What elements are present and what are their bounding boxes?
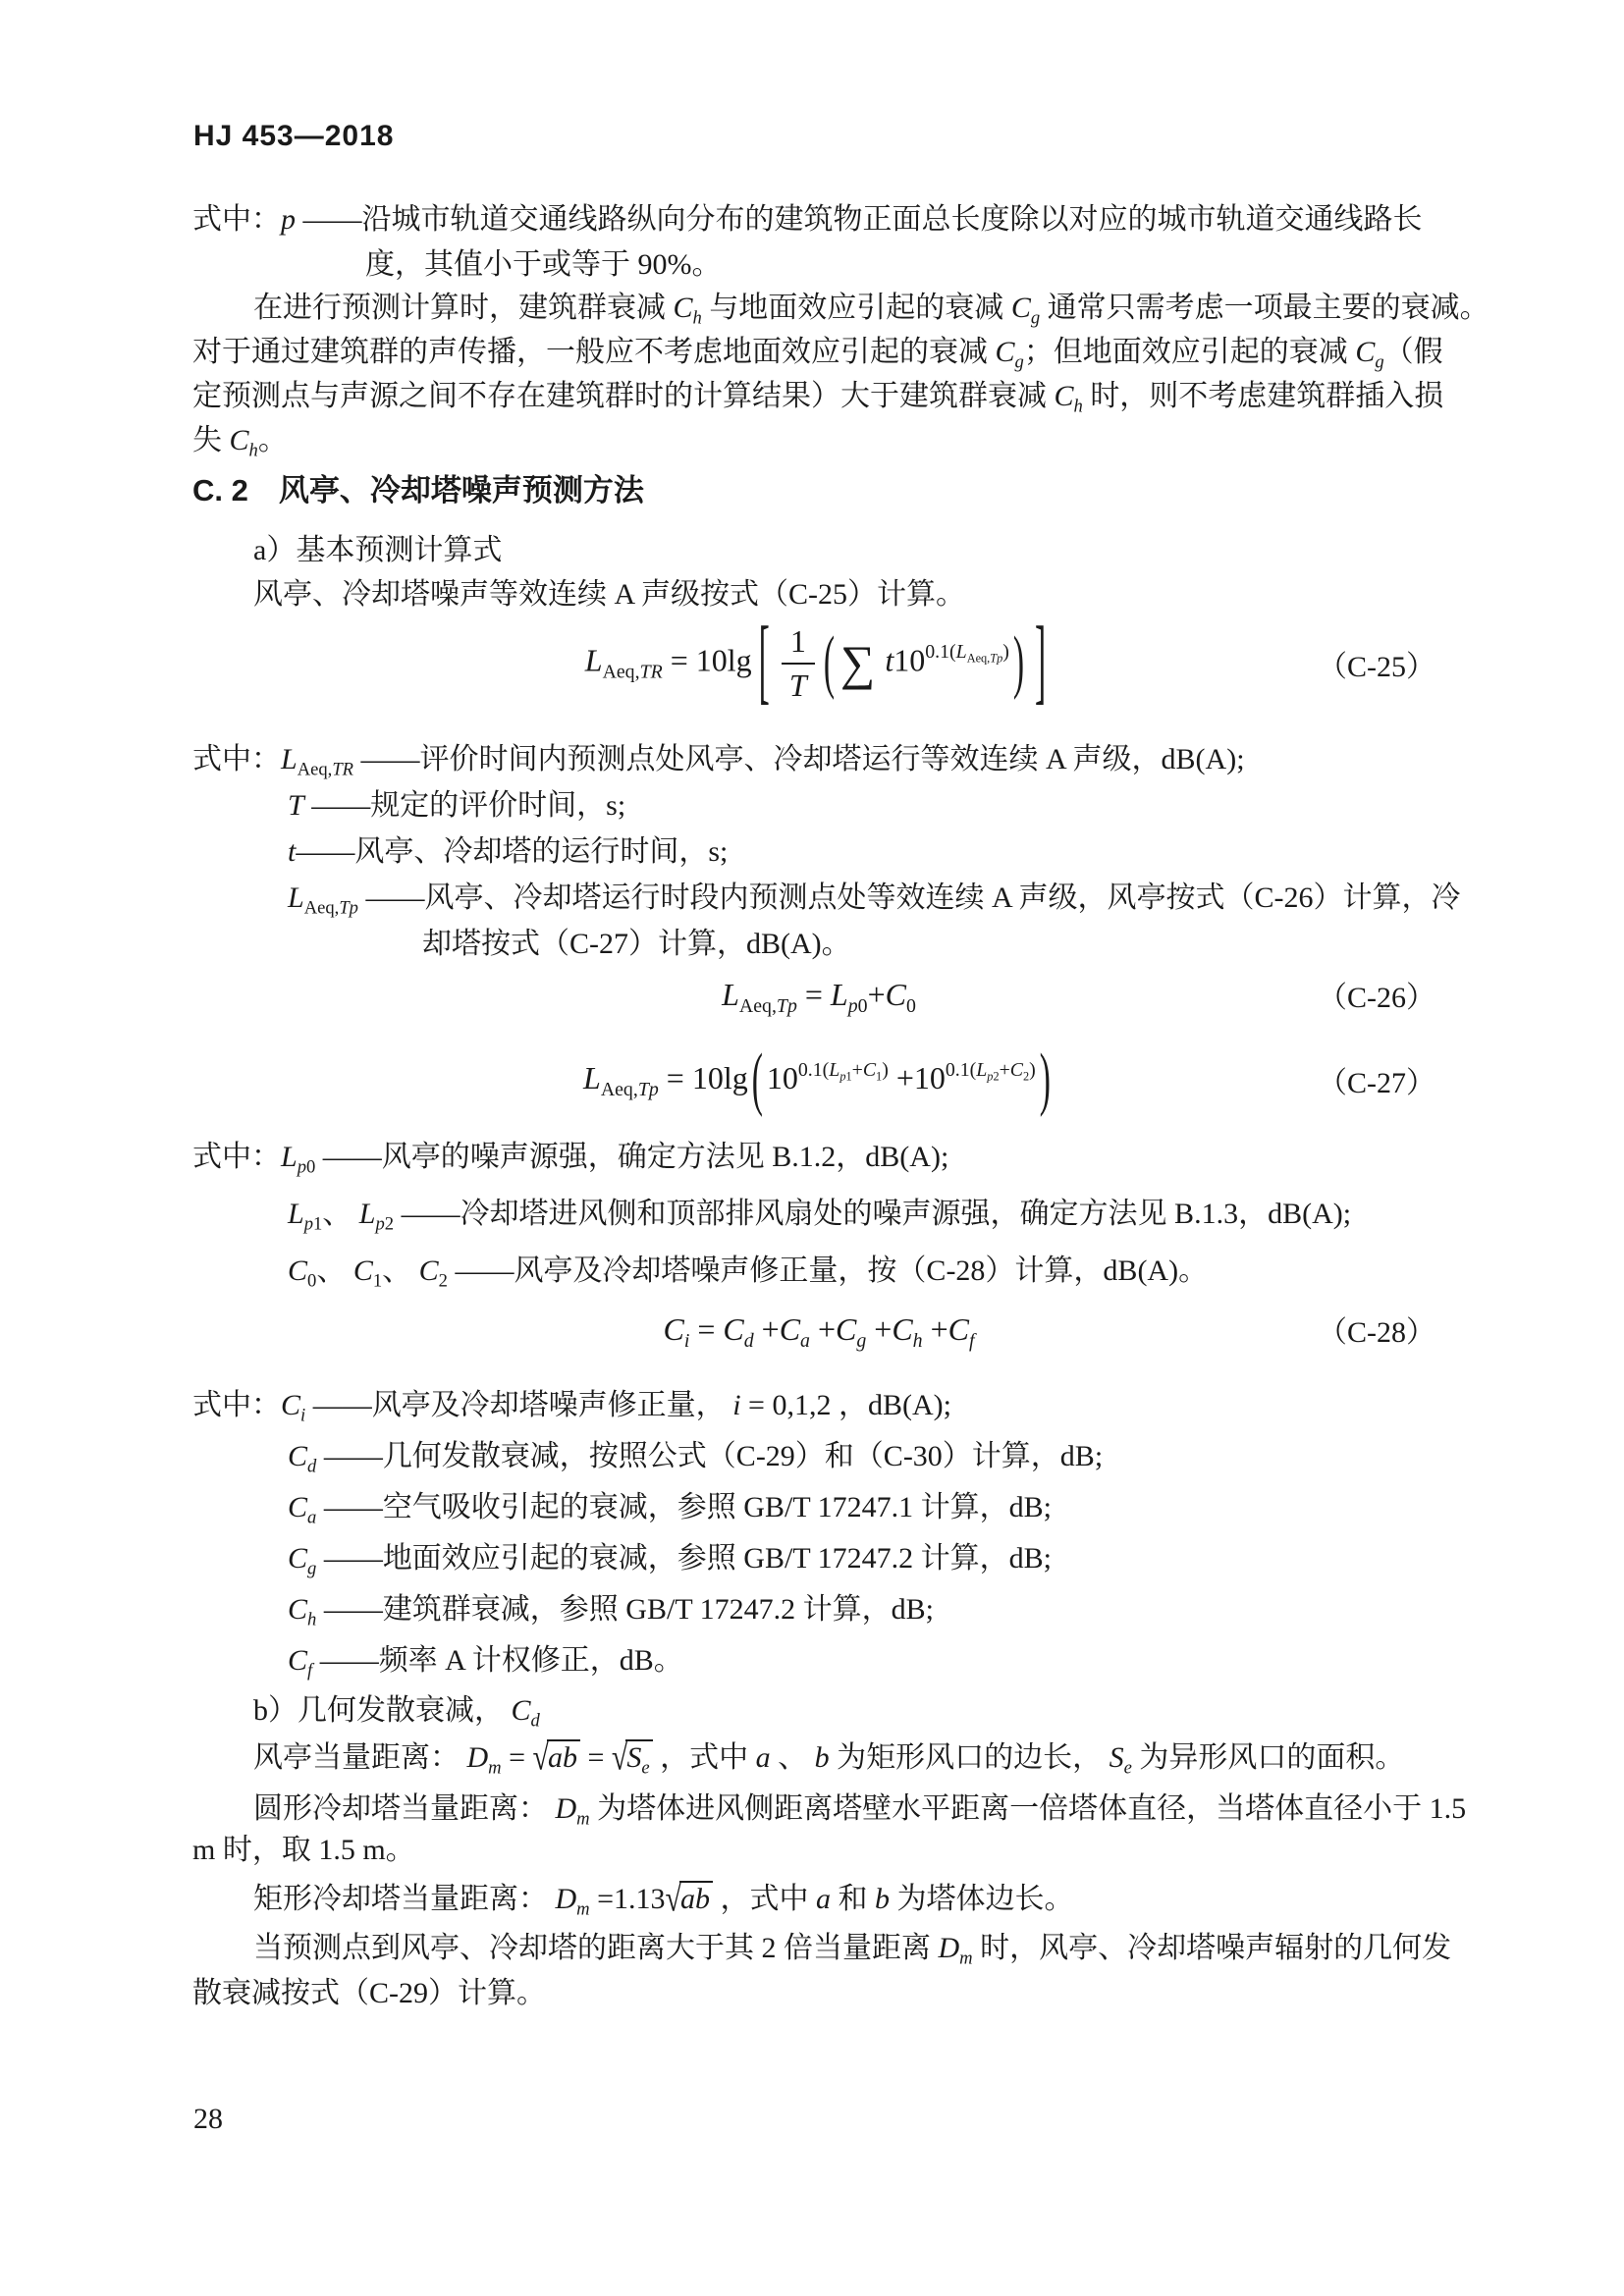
definition-line: 式中：$L_{p0}$ ——风亭的噪声源强，确定方法见 B.1.2，dB(A);: [192, 1141, 949, 1178]
line-fengting-distance: 风亭当量距离： $D_m = √ab = √S_e$ ，式中 a 、 b 为矩形风口的边长， $S_e$ 为异形风口的面积。: [253, 1736, 1405, 1779]
definition-line: 式中：$L_{Aeq,TR}$ ——评价时间内预测点处风亭、冷却塔运行等效连续 A 声级，dB(A);: [192, 743, 1245, 780]
paragraph-line: 失 $C_h$。: [192, 424, 288, 461]
definition-list-c28: [192, 1380, 1103, 1686]
list-item-a: a）基本预测计算式: [253, 534, 503, 566]
p-definition-line-2: 度，其值小于或等于 90%。: [365, 248, 722, 281]
definition-line: 式中：$C_i$ ——风亭及冷却塔噪声修正量， i = 0,1,2 ，dB(A);: [192, 1389, 951, 1426]
definition-line: t——风亭、冷却塔的运行时间，s;: [288, 835, 729, 868]
list-item-b: b）几何发散衰减， $C_d$: [253, 1694, 540, 1732]
formula-c25: [192, 609, 1445, 716]
definition-list-c25: [192, 736, 1460, 967]
definition-line: 却塔按式（C-27）计算，dB(A)。: [422, 928, 851, 960]
intro-formula-c25: 风亭、冷却塔噪声等效连续 A 声级按式（C-25）计算。: [253, 578, 966, 611]
formula-c25-number: （C-25）: [1318, 651, 1435, 683]
formula-c27-expression: $L_{Aeq,Tp} = 10\lg$ ( $10^{0.1(L_{p1}+C_1)} +10^{0.1(L_{p2}+C_2)}$ ): [583, 1041, 1051, 1120]
line-final-note-2: 散衰减按式（C-29）计算。: [192, 1977, 546, 2009]
formula-c25-expression: $L_{Aeq,TR} = 10\lg$ [ $\frac{1}{T}$ ( ∑ $t10^{0.1(L_{Aeq,Tp})}$ ) ]: [584, 609, 1047, 716]
formula-c28-number: （C-28）: [1318, 1316, 1435, 1349]
formula-c26-expression: $L_{Aeq,Tp} = L_{p0}+C_0$: [722, 976, 916, 1017]
line-circular-tower-1: 圆形冷却塔当量距离： $D_m$ 为塔体进风侧距离塔壁水平距离一倍塔体直径，当塔体直径小于 1.5: [253, 1792, 1467, 1830]
formula-c26: [192, 970, 1445, 1019]
formula-c27-number: （C-27）: [1318, 1067, 1435, 1099]
p-definition-line-1: 式中：p ——沿城市轨道交通线路纵向分布的建筑物正面总长度除以对应的城市轨道交通线路长: [192, 203, 1423, 236]
definition-line: $C_a$ ——空气吸收引起的衰减，参照 GB/T 17247.1 计算，dB;: [288, 1491, 1052, 1528]
paragraph-line: 定预测点与声源之间不存在建筑群时的计算结果）大于建筑群衰减 $C_h$ 时，则不考虑建筑群插入损: [192, 380, 1444, 417]
formula-c27: [192, 1041, 1445, 1120]
definition-list-c26-c27: [192, 1129, 1351, 1300]
page-header-standard-number: HJ 453—2018: [193, 120, 395, 152]
paragraph-attenuation-note: [192, 286, 1489, 462]
definition-line: $C_g$ ——地面效应引起的衰减，参照 GB/T 17247.2 计算，dB;: [288, 1542, 1052, 1579]
definition-line: T ——规定的评价时间，s;: [288, 789, 626, 822]
formula-c28: [192, 1308, 1445, 1351]
definition-line: $L_{Aeq,Tp}$ ——风亭、冷却塔运行时段内预测点处等效连续 A 声级，风亭按式（C-26）计算，冷: [288, 881, 1461, 919]
paragraph-line: 对于通过建筑群的声传播，一般应不考虑地面效应引起的衰减 $C_g$；但地面效应引起的衰减 $C_g$（假: [192, 336, 1443, 373]
line-circular-tower-2: m 时，取 1.5 m。: [192, 1834, 415, 1866]
definition-line: $C_0$、 $C_1$、 $C_2$ ——风亭及冷却塔噪声修正量，按（C-28）计算，dB(A)。: [288, 1255, 1209, 1292]
formula-c28-expression: $C_i = C_d +C_a +C_g +C_h +C_f$: [663, 1310, 975, 1352]
line-final-note-1: 当预测点到风亭、冷却塔的距离大于其 2 倍当量距离 $D_m$ 时，风亭、冷却塔噪声辐射的几何发: [253, 1932, 1452, 1969]
paragraph-line: 在进行预测计算时，建筑群衰减 $C_h$ 与地面效应引起的衰减 $C_g$ 通常只需考虑一项最主要的衰减。: [253, 292, 1489, 329]
definition-line: $L_{p1}$、 $L_{p2}$ ——冷却塔进风侧和顶部排风扇处的噪声源强，确定方法见 B.1.3，dB(A);: [288, 1198, 1352, 1235]
definition-line: $C_d$ ——几何发散衰减，按照公式（C-29）和（C-30）计算，dB;: [288, 1440, 1104, 1477]
line-rect-tower: 矩形冷却塔当量距离： $D_m =1.13√ab$ ，式中 a 和 b 为塔体边长。: [253, 1878, 1074, 1920]
section-heading-c2: C. 2 风亭、冷却塔噪声预测方法: [192, 473, 644, 507]
definition-line: $C_f$ ——频率 A 计权修正，dB。: [288, 1644, 683, 1682]
formula-c26-number: （C-26）: [1318, 982, 1435, 1014]
definition-line: $C_h$ ——建筑群衰减，参照 GB/T 17247.2 计算，dB;: [288, 1593, 934, 1630]
page-number: 28: [193, 2103, 223, 2135]
